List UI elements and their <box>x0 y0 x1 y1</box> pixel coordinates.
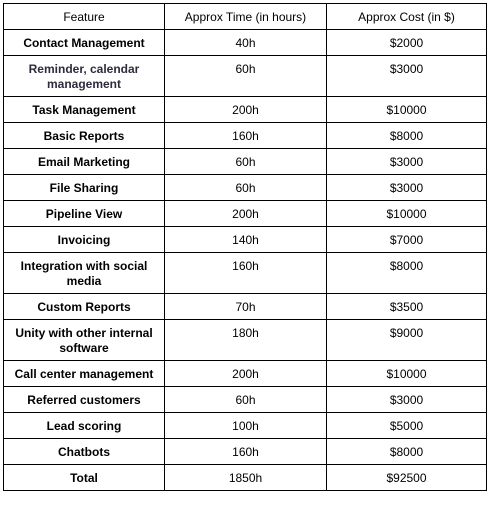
table-row <box>4 30 487 56</box>
time-cell: 180h <box>165 320 327 361</box>
table-row <box>4 387 487 413</box>
feature-cell: Unity with other internal software <box>4 320 165 361</box>
cost-cell: $3000 <box>327 149 487 175</box>
table-row <box>4 361 487 387</box>
table-row <box>4 149 487 175</box>
cost-cell: $3500 <box>327 294 487 320</box>
table-row <box>4 123 487 149</box>
time-cell: 60h <box>165 149 327 175</box>
cost-cell: $3000 <box>327 387 487 413</box>
time-cell: 200h <box>165 201 327 227</box>
cost-cell: $3000 <box>327 56 487 97</box>
cost-cell: $8000 <box>327 123 487 149</box>
header-cost: Approx Cost (in $) <box>327 4 487 30</box>
feature-cell: Email Marketing <box>4 149 165 175</box>
cost-cell: $8000 <box>327 253 487 294</box>
cost-cell: $10000 <box>327 201 487 227</box>
cost-cell: $10000 <box>327 97 487 123</box>
table-row <box>4 253 487 294</box>
cost-cell: $10000 <box>327 361 487 387</box>
feature-cell: Basic Reports <box>4 123 165 149</box>
feature-cell: Reminder, calendar management <box>4 56 165 97</box>
feature-cell: Call center management <box>4 361 165 387</box>
table-row <box>4 439 487 465</box>
table-row <box>4 201 487 227</box>
time-cell: 160h <box>165 123 327 149</box>
time-cell: 60h <box>165 175 327 201</box>
time-cell: 60h <box>165 56 327 97</box>
total-row <box>4 465 487 491</box>
cost-cell: $3000 <box>327 175 487 201</box>
table-row <box>4 56 487 97</box>
time-cell: 200h <box>165 361 327 387</box>
header-time: Approx Time (in hours) <box>165 4 327 30</box>
table-row <box>4 97 487 123</box>
cost-cell: $2000 <box>327 30 487 56</box>
table-row <box>4 413 487 439</box>
feature-cell: Pipeline View <box>4 201 165 227</box>
feature-cell: Invoicing <box>4 227 165 253</box>
total-cost: $92500 <box>327 465 487 491</box>
time-cell: 160h <box>165 439 327 465</box>
feature-cell: Referred customers <box>4 387 165 413</box>
header-feature: Feature <box>4 4 165 30</box>
table-row <box>4 227 487 253</box>
cost-cell: $9000 <box>327 320 487 361</box>
table-row <box>4 294 487 320</box>
feature-cell: Task Management <box>4 97 165 123</box>
time-cell: 160h <box>165 253 327 294</box>
time-cell: 40h <box>165 30 327 56</box>
feature-cell: Lead scoring <box>4 413 165 439</box>
table-row <box>4 320 487 361</box>
total-label: Total <box>4 465 165 491</box>
feature-cell: File Sharing <box>4 175 165 201</box>
total-time: 1850h <box>165 465 327 491</box>
feature-cell: Chatbots <box>4 439 165 465</box>
feature-cell: Custom Reports <box>4 294 165 320</box>
feature-cell: Contact Management <box>4 30 165 56</box>
time-cell: 140h <box>165 227 327 253</box>
cost-cell: $5000 <box>327 413 487 439</box>
time-cell: 70h <box>165 294 327 320</box>
table-row <box>4 175 487 201</box>
feature-cost-table <box>3 3 487 491</box>
cost-cell: $7000 <box>327 227 487 253</box>
header-row <box>4 4 487 30</box>
feature-cell: Integration with social media <box>4 253 165 294</box>
time-cell: 60h <box>165 387 327 413</box>
time-cell: 100h <box>165 413 327 439</box>
time-cell: 200h <box>165 97 327 123</box>
cost-cell: $8000 <box>327 439 487 465</box>
